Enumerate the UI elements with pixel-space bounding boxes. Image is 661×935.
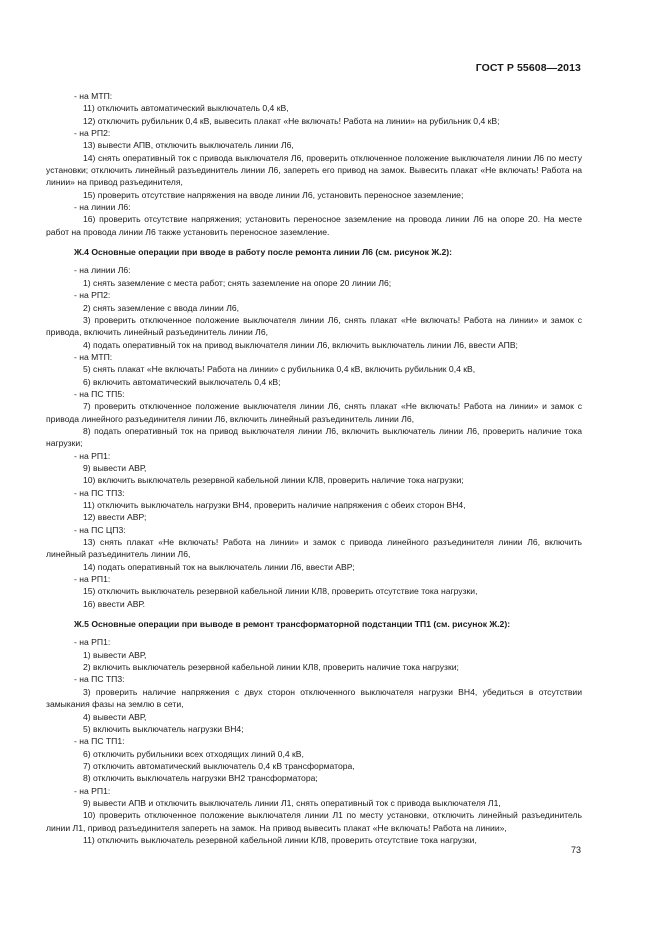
document-header: ГОСТ Р 55608—2013	[475, 62, 581, 74]
section-heading: Ж.5 Основные операции при выводе в ремонт трансформаторной подстанции ТП1 (см. рисунок Ж.2):	[74, 619, 511, 630]
paragraph: - на РП2:	[74, 290, 111, 301]
paragraph: 15) отключить выключатель резервной кабельной линии КЛ8, проверить отсутствие тока нагрузки,	[83, 586, 478, 597]
paragraph: 11) отключить выключатель резервной кабельной линии КЛ8, проверить отсутствие тока нагрузки,	[83, 834, 477, 845]
paragraph: - на ПС ТП1:	[74, 736, 125, 747]
paragraph: 13) снять плакат «Не включать! Работа на линии» и замок с привода линейного разъединителя линии Л6, включить линейный разъединитель линии Л6,	[46, 537, 582, 560]
paragraph: 6) включить автоматический выключатель 0,4 кВ;	[83, 376, 281, 387]
paragraph: 11) отключить выключатель нагрузки ВН4, проверить наличие напряжения с обеих сторон ВН4,	[83, 500, 466, 510]
document-body	[46, 90, 582, 846]
paragraph: 2) снять заземление с ввода линии Л6,	[83, 302, 240, 313]
paragraph: 10) проверить отключенное положение выключателя линии Л1 по месту установки, отключить линейный разъединитель линии Л1, привод разъединителя запереть на замок. На привод вывесить плакат «Не включать! Работа на линии»,	[46, 810, 582, 833]
paragraph: 14) снять оперативный ток с привода выключателя Л6, проверить отключенное положение выключателя линии Л6 по месту установки; отключить линейный разъединитель линии Л6, запереть его привод на замок. Вывесить плакат «Не включать! Работа на линии» на привод разъединителя,	[46, 152, 582, 188]
paragraph: 14) подать оперативный ток на выключатель линии Л6, ввести АВР;	[83, 561, 355, 572]
paragraph: 16) проверить отсутствие напряжения; установить переносное заземление на провода линии Л6 на опоре 20. На месте работ на провода линии Л6 также установить переносное заземление.	[46, 214, 582, 237]
paragraph: - на линии Л6:	[74, 202, 131, 213]
paragraph: - на РП1:	[74, 637, 111, 648]
paragraph: 8) отключить выключатель нагрузки ВН2 трансформатора;	[83, 773, 318, 784]
paragraph: 10) включить выключатель резервной кабельной линии КЛ8, проверить наличие тока нагрузки;	[83, 475, 464, 486]
paragraph: 8) подать оперативный ток на привод выключателя линии Л6, включить выключатель линии Л6, проверить наличие тока нагрузки;	[46, 425, 582, 449]
paragraph: 3) проверить наличие напряжения с двух сторон отключенного выключателя нагрузки ВН4, убедиться в отсутствии замыкания фазы на землю в сети,	[46, 686, 582, 710]
paragraph: 12) отключить рубильник 0,4 кВ, вывесить плакат «Не включать! Работа на линии» на рубильник 0,4 кВ;	[83, 115, 500, 126]
paragraph: - на МТП:	[74, 91, 113, 101]
paragraph: 6) отключить рубильники всех отходящих линий 0,4 кВ,	[83, 748, 304, 759]
page-number: 73	[570, 845, 581, 855]
paragraph: 7) отключить автоматический выключатель 0,4 кВ трансформатора,	[83, 760, 355, 771]
paragraph: - на ПС ТП3:	[74, 487, 125, 498]
paragraph: 3) проверить отключенное положение выключателя линии Л6, снять плакат «Не включать! Работа на линии» и замок с привода, включить линейный разъединитель линии Л6,	[46, 314, 582, 338]
paragraph: 9) вывести АПВ и отключить выключатель линии Л1, снять оперативный ток с привода выключателя Л1,	[83, 797, 501, 808]
paragraph: 15) проверить отсутствие напряжения на вводе линии Л6, установить переносное заземление;	[83, 189, 464, 200]
paragraph: 4) подать оперативный ток на привод выключателя линии Л6, включить выключатель линии Л6, ввести АПВ;	[83, 339, 518, 350]
paragraph: - на ПС ТП5:	[74, 388, 125, 399]
paragraph: - на ПС ТП3:	[74, 674, 125, 685]
paragraph: 7) проверить отключенное положение выключателя линии Л6, снять плакат «Не включать! Работа на линии» и замок с привода линейного разъединителя линии Л6, включить линейный разъединитель линии Л6,	[46, 401, 582, 424]
paragraph: - на линии Л6:	[74, 265, 131, 276]
paragraph: 5) снять плакат «Не включать! Работа на линии» с рубильника 0,4 кВ, включить рубильник 0,4 кВ,	[83, 364, 476, 375]
paragraph: 9) вывести АВР,	[83, 462, 147, 473]
paragraph: 16) ввести АВР.	[83, 598, 146, 609]
paragraph: 12) ввести АВР;	[83, 512, 147, 523]
paragraph: 2) включить выключатель резервной кабельной линии КЛ8, проверить наличие тока нагрузки;	[83, 662, 459, 673]
paragraph: 1) снять заземление с места работ; снять заземление на опоре 20 линии Л6;	[83, 277, 392, 288]
paragraph: 1) вывести АВР,	[83, 649, 147, 660]
paragraph: - на РП1:	[74, 450, 111, 461]
paragraph: - на РП2:	[74, 128, 111, 139]
section-heading: Ж.4 Основные операции при вводе в работу после ремонта линии Л6 (см. рисунок Ж.2):	[74, 247, 452, 258]
paragraph: 5) включить выключатель нагрузки ВН4;	[83, 723, 244, 734]
paragraph: - на РП1:	[74, 785, 111, 796]
paragraph: - на РП1:	[74, 574, 111, 585]
paragraph: 13) вывести АПВ, отключить выключатель линии Л6,	[83, 140, 294, 151]
paragraph: - на МТП:	[74, 351, 113, 362]
paragraph: 11) отключить автоматический выключатель 0,4 кВ,	[83, 103, 289, 114]
paragraph: 4) вывести АВР,	[83, 711, 147, 722]
paragraph: - на ПС ЦП3:	[74, 524, 126, 535]
